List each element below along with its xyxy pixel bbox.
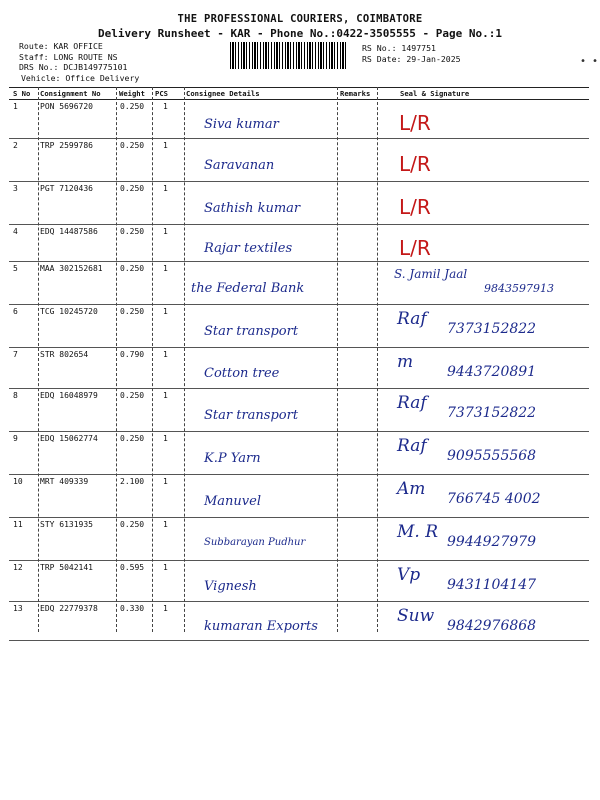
- table-row: [9, 100, 589, 139]
- consignee-handwriting: Subbarayan Pudhur: [204, 537, 306, 548]
- table-row: [9, 262, 589, 305]
- consignee-handwriting: Manuvel: [204, 494, 262, 509]
- row-weight: 0.250: [120, 307, 145, 316]
- phone-handwriting: 9944927979: [447, 534, 537, 550]
- row-pcs: 1: [163, 350, 168, 359]
- table-body: [9, 100, 589, 641]
- row-weight: 0.250: [120, 184, 145, 193]
- phone-handwriting: 9843597913: [484, 282, 554, 295]
- row-consignment-no: PGT 7120436: [40, 184, 93, 193]
- row-pcs: 1: [163, 477, 168, 486]
- corner-mark: • •: [580, 56, 599, 67]
- col-consignee: Consignee Details: [186, 89, 260, 98]
- row-sno: 6: [13, 307, 18, 316]
- row-sno: 4: [13, 227, 18, 236]
- consignee-handwriting: kumaran Exports: [204, 619, 318, 634]
- row-consignment-no: STR 802654: [40, 350, 89, 359]
- seal-signature: L/R: [399, 111, 431, 135]
- col-seal: Seal & Signature: [400, 89, 470, 98]
- phone-handwriting: 7373152822: [447, 405, 537, 421]
- consignee-handwriting: Siva kumar: [204, 117, 279, 132]
- table-row: [9, 139, 589, 182]
- row-weight: 2.100: [120, 477, 145, 486]
- phone-handwriting: 7373152822: [447, 321, 537, 337]
- route-text: Route: KAR OFFICE: [19, 41, 103, 51]
- col-remarks: Remarks: [340, 89, 371, 98]
- row-weight: 0.250: [120, 227, 145, 236]
- seal-signature: L/R: [399, 195, 431, 219]
- rs-date-text: RS Date: 29-Jan-2025: [362, 54, 461, 64]
- consignee-handwriting: Rajar textiles: [204, 241, 293, 256]
- row-consignment-no: MRT 409339: [40, 477, 89, 486]
- phone-handwriting: 766745 4002: [447, 491, 541, 507]
- table-header: [9, 87, 589, 100]
- seal-signature: Vp: [397, 565, 421, 585]
- row-pcs: 1: [163, 563, 168, 572]
- row-sno: 5: [13, 264, 18, 273]
- row-consignment-no: TCG 10245720: [40, 307, 98, 316]
- staff-text: Staff: LONG ROUTE NS: [19, 51, 118, 62]
- row-consignment-no: EDQ 22779378: [40, 604, 98, 613]
- header-title: THE PROFESSIONAL COURIERS, COIMBATORE: [177, 13, 423, 25]
- table-row: [9, 305, 589, 348]
- col-weight: Weight: [119, 89, 145, 98]
- row-sno: 12: [13, 563, 23, 572]
- table-row: [9, 225, 589, 262]
- row-pcs: 1: [163, 307, 168, 316]
- consignee-handwriting: the Federal Bank: [191, 281, 305, 296]
- row-consignment-no: EDQ 16048979: [40, 391, 98, 400]
- col-sno: S No: [13, 89, 31, 98]
- table-row: [9, 518, 589, 561]
- row-consignment-no: TRP 5042141: [40, 563, 93, 572]
- consignee-handwriting: Cotton tree: [204, 366, 280, 381]
- row-consignment-no: EDQ 15062774: [40, 434, 98, 443]
- table-row: [9, 389, 589, 432]
- col-divider: [377, 87, 378, 632]
- seal-signature: L/R: [399, 152, 431, 176]
- consignee-handwriting: Sathish kumar: [204, 201, 301, 216]
- row-pcs: 1: [163, 264, 168, 273]
- row-pcs: 1: [163, 102, 168, 111]
- seal-signature: Raf: [397, 309, 427, 329]
- meta-left: [19, 41, 139, 83]
- col-pcs: PCS: [155, 89, 168, 98]
- rs-no-text: RS No.: 1497751: [362, 43, 436, 53]
- col-divider: [38, 87, 39, 632]
- meta-right: [362, 43, 461, 65]
- phone-handwriting: 9443720891: [447, 364, 537, 380]
- row-weight: 0.250: [120, 264, 145, 273]
- col-divider: [337, 87, 338, 632]
- table-row: [9, 475, 589, 518]
- row-sno: 11: [13, 520, 23, 529]
- row-weight: 0.790: [120, 350, 145, 359]
- table-row: [9, 602, 589, 641]
- vehicle-text: Vehicle: Office Delivery: [21, 72, 140, 83]
- row-weight: 0.330: [120, 604, 145, 613]
- header-subtitle: Delivery Runsheet - KAR - Phone No.:0422-3505555 - Page No.:1: [98, 27, 502, 40]
- row-pcs: 1: [163, 434, 168, 443]
- col-divider: [116, 87, 117, 632]
- row-weight: 0.250: [120, 391, 145, 400]
- seal-signature: Raf: [397, 393, 427, 413]
- row-pcs: 1: [163, 391, 168, 400]
- seal-signature: Raf: [397, 436, 427, 456]
- row-weight: 0.595: [120, 563, 145, 572]
- table-row: [9, 182, 589, 225]
- seal-signature: Suw: [397, 606, 435, 626]
- row-pcs: 1: [163, 184, 168, 193]
- consignee-handwriting: Vignesh: [204, 579, 257, 594]
- barcode: [230, 42, 348, 69]
- phone-handwriting: 9095555568: [447, 448, 537, 464]
- row-consignment-no: PON 5696720: [40, 102, 93, 111]
- runsheet-table: [9, 87, 589, 641]
- row-sno: 9: [13, 434, 18, 443]
- col-consignment: Consignment No: [40, 89, 101, 98]
- row-pcs: 1: [163, 227, 168, 236]
- row-sno: 13: [13, 604, 23, 613]
- row-sno: 1: [13, 102, 18, 111]
- consignee-handwriting: Star transport: [204, 324, 299, 339]
- row-pcs: 1: [163, 604, 168, 613]
- table-row: [9, 348, 589, 389]
- row-consignment-no: TRP 2599786: [40, 141, 93, 150]
- seal-signature: L/R: [399, 236, 431, 260]
- consignee-handwriting: Star transport: [204, 408, 299, 423]
- row-weight: 0.250: [120, 141, 145, 150]
- row-pcs: 1: [163, 141, 168, 150]
- col-divider: [184, 87, 185, 632]
- row-consignment-no: EDQ 14487586: [40, 227, 98, 236]
- row-weight: 0.250: [120, 520, 145, 529]
- col-divider: [152, 87, 153, 632]
- seal-signature: m: [397, 352, 414, 372]
- row-pcs: 1: [163, 520, 168, 529]
- consignee-handwriting: K.P Yarn: [204, 451, 261, 466]
- phone-handwriting: 9431104147: [447, 577, 537, 593]
- row-sno: 10: [13, 477, 23, 486]
- seal-signature: S. Jamil Jaal: [394, 267, 468, 281]
- row-weight: 0.250: [120, 102, 145, 111]
- consignee-handwriting: Saravanan: [204, 158, 275, 173]
- drs-text: DRS No.: DCJB149775101: [19, 62, 128, 72]
- row-consignment-no: STY 6131935: [40, 520, 93, 529]
- table-row: [9, 432, 589, 475]
- row-weight: 0.250: [120, 434, 145, 443]
- row-sno: 3: [13, 184, 18, 193]
- table-row: [9, 561, 589, 602]
- seal-signature: M. R: [397, 522, 439, 542]
- row-consignment-no: MAA 302152681: [40, 264, 103, 273]
- row-sno: 7: [13, 350, 18, 359]
- row-sno: 2: [13, 141, 18, 150]
- seal-signature: Am: [397, 479, 426, 499]
- row-sno: 8: [13, 391, 18, 400]
- phone-handwriting: 9842976868: [447, 618, 537, 634]
